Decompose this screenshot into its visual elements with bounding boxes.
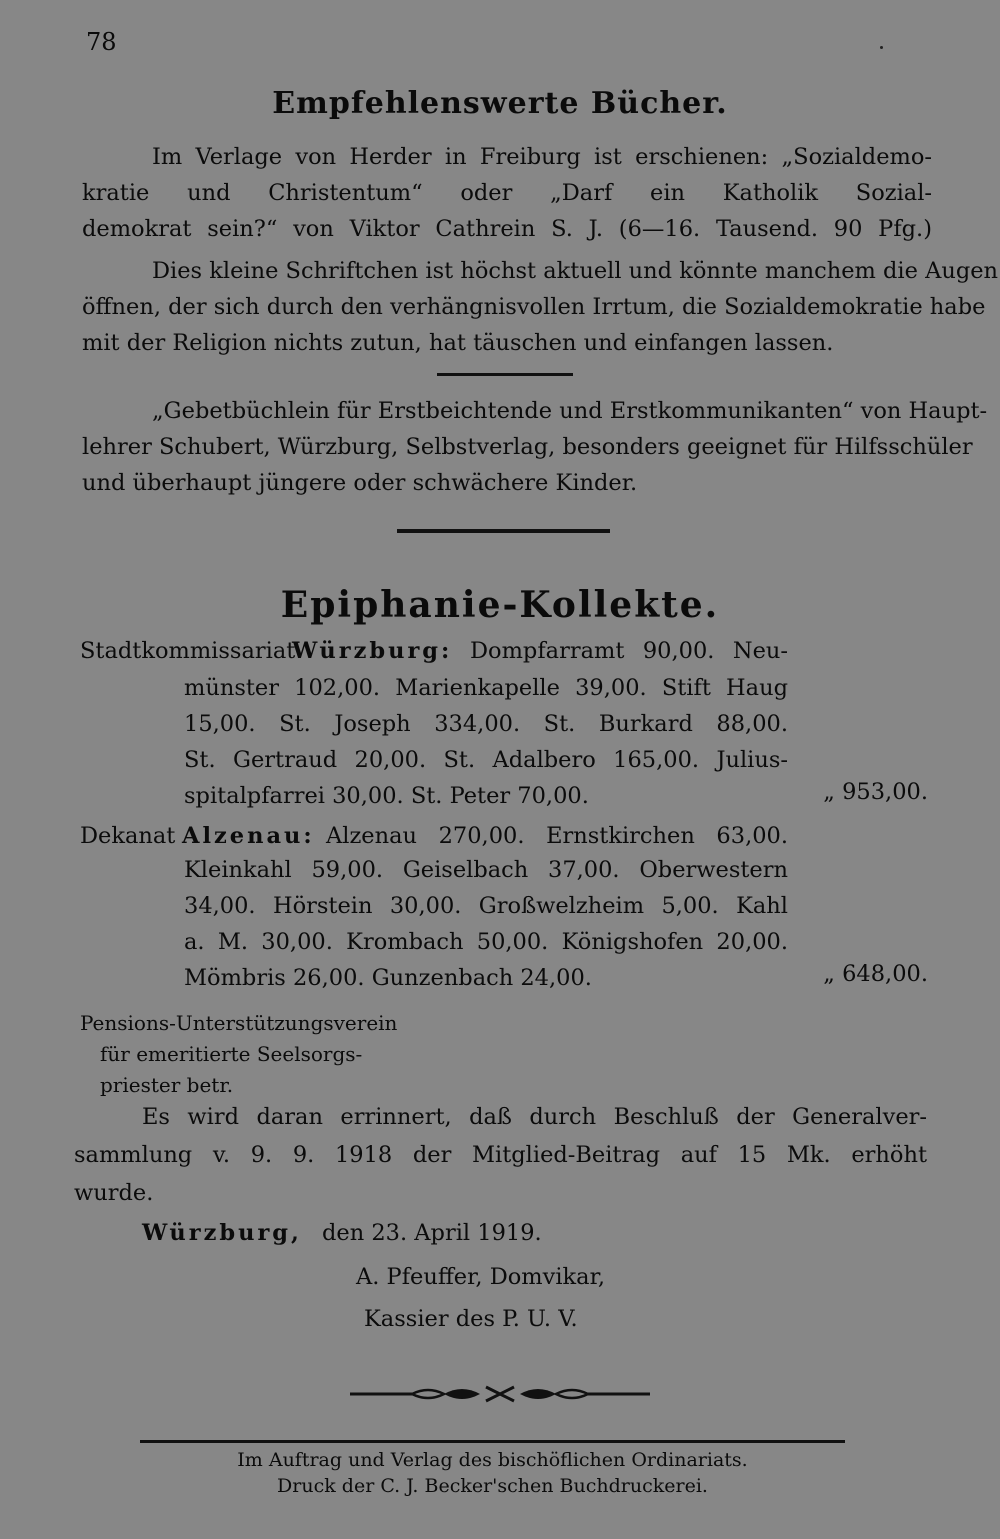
para1-line: Im Verlage von Herder in Freiburg ist erschienen: „Sozialdemo- bbox=[152, 144, 932, 170]
entry2-label: Dekanat bbox=[80, 823, 176, 849]
notice-line: sammlung v. 9. 9. 1918 der Mitglied-Beitrag auf 15 Mk. erhöht bbox=[74, 1142, 927, 1168]
imprint-rule bbox=[140, 1440, 845, 1443]
imprint-line: Im Auftrag und Verlag des bischöflichen Ordinariats. bbox=[237, 1449, 748, 1471]
para2-line: Dies kleine Schriftchen ist höchst aktuell und könnte manchem die Augen bbox=[152, 258, 999, 284]
entry2-line: Mömbris 26,00. Gunzenbach 24,00. bbox=[184, 965, 592, 991]
entry2-line: a. M. 30,00. Krombach 50,00. Königshofen 20,00. bbox=[184, 929, 788, 955]
date: den 23. April 1919. bbox=[322, 1220, 542, 1246]
entry1-total: „ 953,00. bbox=[823, 779, 928, 805]
section-heading-collection: Epiphanie-Kollekte. bbox=[280, 584, 720, 626]
para3-line: lehrer Schubert, Würzburg, Selbstverlag, besonders geeignet für Hilfsschüler bbox=[82, 434, 973, 460]
para3-line: „Gebetbüchlein für Erstbeichtende und Erstkommunikanten“ von Haupt- bbox=[152, 398, 988, 424]
entry1-line: spitalpfarrei 30,00. St. Peter 70,00. bbox=[184, 783, 589, 809]
para1-line: kratie und Christentum“ oder „Darf ein Katholik Sozial- bbox=[82, 180, 932, 206]
entry1-line: münster 102,00. Marienkapelle 39,00. Stift Haug bbox=[184, 675, 788, 701]
para2-line: mit der Religion nichts zutun, hat täuschen und einfangen lassen. bbox=[82, 330, 834, 356]
speck-mark bbox=[880, 46, 883, 49]
entry1-line: Dompfarramt 90,00. Neu- bbox=[470, 638, 788, 664]
entry2-line: 34,00. Hörstein 30,00. Großwelzheim 5,00. Kahl bbox=[184, 893, 788, 919]
entry2-line: Kleinkahl 59,00. Geiselbach 37,00. Oberwestern bbox=[184, 857, 788, 883]
entry3-line: priester betr. bbox=[100, 1073, 234, 1097]
notice-line: wurde. bbox=[74, 1180, 154, 1206]
para1-line: demokrat sein?“ von Viktor Cathrein S. J. (6—16. Tausend. 90 Pfg.) bbox=[82, 216, 932, 242]
entry1-line: 15,00. St. Joseph 334,00. St. Burkard 88,00. bbox=[184, 711, 788, 737]
entry1-label: Stadtkommissariat bbox=[80, 638, 296, 664]
entry1-line: St. Gertraud 20,00. St. Adalbero 165,00. Julius- bbox=[184, 747, 788, 773]
entry2-line: Alzenau 270,00. Ernstkirchen 63,00. bbox=[326, 823, 788, 849]
page-number: 78 bbox=[86, 28, 117, 56]
entry3-line: Pensions-Unterstützungsverein bbox=[80, 1011, 398, 1035]
entry2-total: „ 648,00. bbox=[823, 961, 928, 987]
notice-line: Es wird daran errinnert, daß durch Beschluß der Generalver- bbox=[142, 1104, 927, 1130]
signature-title: Kassier des P. U. V. bbox=[364, 1306, 578, 1332]
entry3-line: für emeritierte Seelsorgs- bbox=[100, 1042, 363, 1066]
signature-name: A. Pfeuffer, Domvikar, bbox=[356, 1264, 606, 1290]
divider-section bbox=[397, 529, 610, 533]
ornament-divider bbox=[350, 1383, 650, 1405]
entry1-place: Würzburg: bbox=[292, 638, 453, 664]
date-place: Würzburg, bbox=[142, 1220, 302, 1246]
para2-line: öffnen, der sich durch den verhängnisvollen Irrtum, die Sozialdemokratie habe bbox=[82, 294, 986, 320]
divider-short bbox=[437, 373, 573, 376]
entry2-place: Alzenau: bbox=[182, 823, 315, 849]
para3-line: und überhaupt jüngere oder schwächere Kinder. bbox=[82, 470, 638, 496]
imprint-line: Druck der C. J. Becker'schen Buchdruckerei. bbox=[277, 1475, 708, 1497]
section-heading-books: Empfehlenswerte Bücher. bbox=[272, 86, 728, 121]
